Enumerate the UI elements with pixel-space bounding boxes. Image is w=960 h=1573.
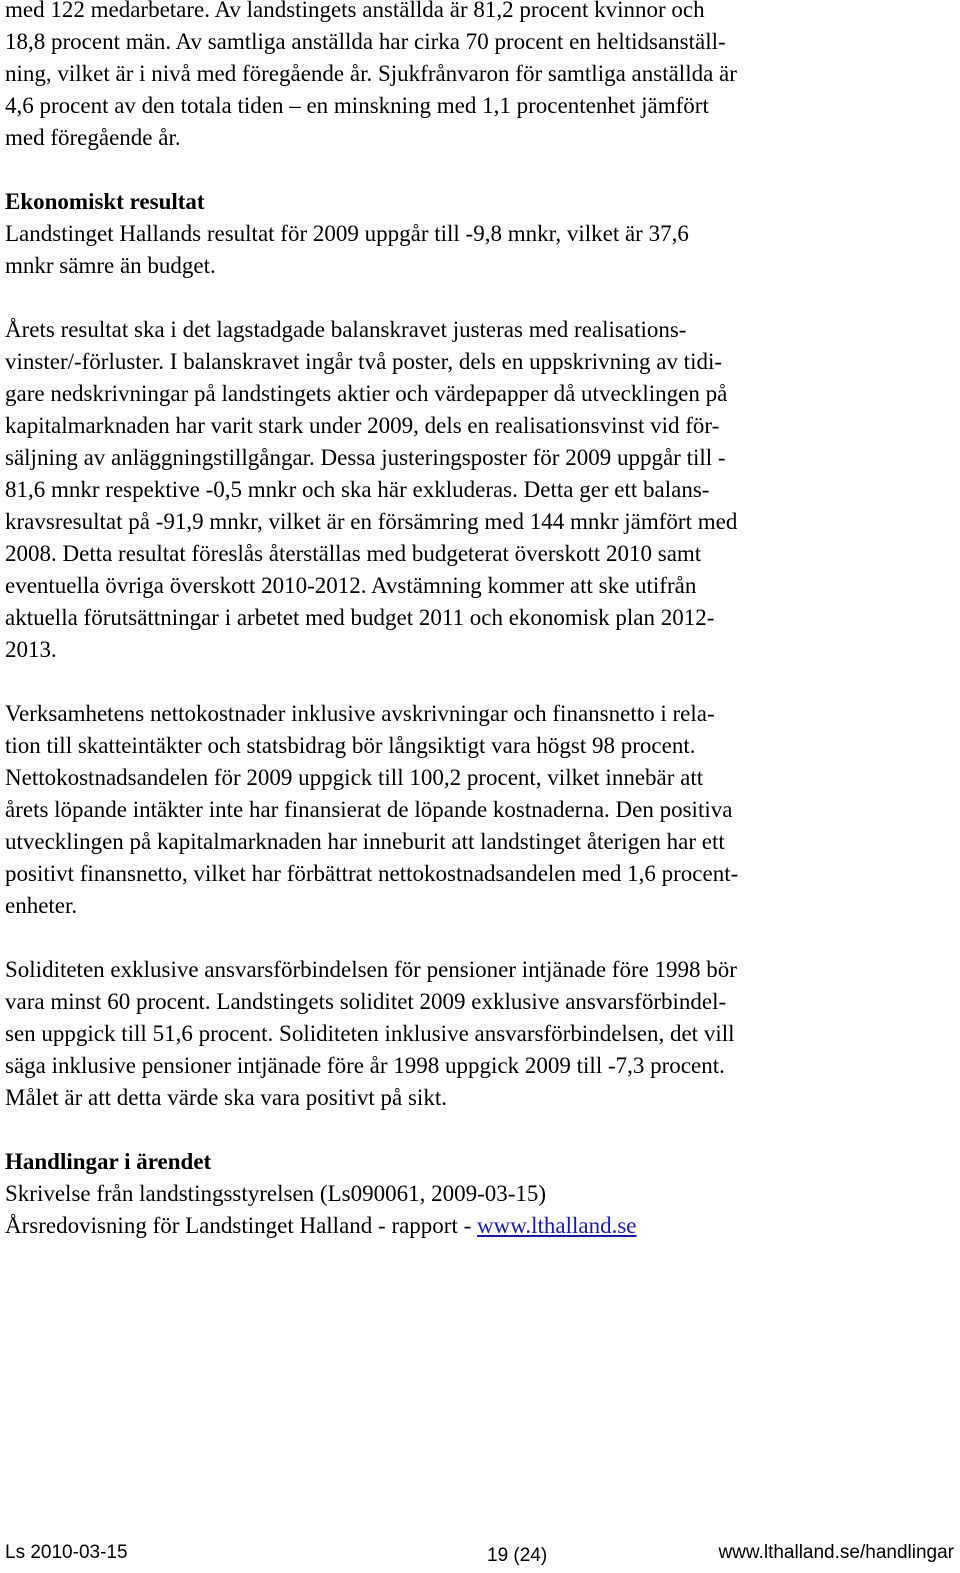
handling-skrivelse: Skrivelse från landstingsstyrelsen (Ls090061, 2009-03-15) [5, 1181, 547, 1206]
paragraph-nettokostnader [5, 698, 955, 922]
text-line: mnkr sämre än budget. [5, 253, 216, 278]
text-line: med 122 medarbetare. Av landstingets anställda är 81,2 procent kvinnor och [5, 0, 705, 22]
text-line: ning, vilket är i nivå med föregående år. Sjukfrånvaron för samtliga anställda är [5, 61, 737, 86]
text-line: Nettokostnadsandelen för 2009 uppgick till 100,2 procent, vilket innebär att [5, 765, 704, 790]
text-line: Målet är att detta värde ska vara positivt på sikt. [5, 1085, 447, 1110]
text-line: Verksamhetens nettokostnader inklusive avskrivningar och finansnetto i rela- [5, 701, 715, 726]
paragraph-gap [5, 282, 955, 314]
text-line: enheter. [5, 893, 78, 918]
footer-date: Ls 2010-03-15 [5, 1542, 128, 1563]
text-line: utvecklingen på kapitalmarknaden har inneburit att landstinget återigen har ett [5, 829, 725, 854]
footer-page-number: 19 (24) [487, 1545, 548, 1566]
text-line: årets löpande intäkter inte har finansierat de löpande kostnaderna. Den positiva [5, 797, 733, 822]
text-line: 81,6 mnkr respektive -0,5 mnkr och ska här exkluderas. Detta ger ett balans- [5, 477, 710, 502]
paragraph-gap [5, 1114, 955, 1146]
heading-ekonomiskt-resultat: Ekonomiskt resultat [5, 189, 205, 214]
text-line: säga inklusive pensioner intjänade före år 1998 uppgick 2009 till -7,3 procent. [5, 1053, 725, 1078]
text-line: tion till skatteintäkter och statsbidrag bör långsiktigt vara högst 98 procent. [5, 733, 696, 758]
paragraph-result [5, 218, 955, 282]
text-line: kapitalmarknaden har varit stark under 2009, dels en realisationsvinst vid för- [5, 413, 720, 438]
text-line: 2013. [5, 637, 57, 662]
text-line: 18,8 procent män. Av samtliga anställda har cirka 70 procent en heltidsanställ- [5, 29, 726, 54]
text-line: Landstinget Hallands resultat för 2009 uppgår till -9,8 mnkr, vilket är 37,6 [5, 221, 689, 246]
lthalland-link[interactable]: www.lthalland.se [477, 1213, 637, 1238]
text-line: vara minst 60 procent. Landstingets soliditet 2009 exklusive ansvarsförbindel- [5, 989, 727, 1014]
paragraph-gap [5, 666, 955, 698]
page-footer [0, 1536, 960, 1573]
paragraph-gap [5, 154, 955, 186]
text-line: positivt finansnetto, vilket har förbättrat nettokostnadsandelen med 1,6 procent- [5, 861, 739, 886]
paragraph-balanskrav [5, 314, 955, 666]
heading-handlingar: Handlingar i ärendet [5, 1149, 212, 1174]
text-line: säljning av anläggningstillgångar. Dessa justeringsposter för 2009 uppgår till - [5, 445, 726, 470]
text-line: kravsresultat på -91,9 mnkr, vilket är en försämring med 144 mnkr jämfört med [5, 509, 738, 534]
text-line: vinster/-förluster. I balanskravet ingår två poster, dels en uppskrivning av tidi- [5, 349, 723, 374]
paragraph-staff [5, 0, 955, 154]
text-line: Årets resultat ska i det lagstadgade balanskravet justeras med realisations- [5, 317, 687, 342]
text-line: aktuella förutsättningar i arbetet med budget 2011 och ekonomisk plan 2012- [5, 605, 715, 630]
paragraph-gap [5, 922, 955, 954]
text-line: sen uppgick till 51,6 procent. Soliditeten inklusive ansvarsförbindelsen, det vill [5, 1021, 735, 1046]
handling-arsredovisning-text: Årsredovisning för Landstinget Halland - rapport - [5, 1213, 478, 1238]
handling-arsredovisning [5, 1210, 955, 1242]
paragraph-soliditet [5, 954, 955, 1114]
text-line: eventuella övriga överskott 2010-2012. Avstämning kommer att ske utifrån [5, 573, 697, 598]
text-line: med föregående år. [5, 125, 181, 150]
text-line: 2008. Detta resultat föreslås återställas med budgeterat överskott 2010 samt [5, 541, 702, 566]
text-line: 4,6 procent av den totala tiden – en minskning med 1,1 procentenhet jämfört [5, 93, 709, 118]
footer-url: www.lthalland.se/handlingar [718, 1542, 954, 1563]
document-body [5, 0, 955, 1242]
text-line: Soliditeten exklusive ansvarsförbindelsen för pensioner intjänade före 1998 bör [5, 957, 737, 982]
text-line: gare nedskrivningar på landstingets aktier och värdepapper då utvecklingen på [5, 381, 728, 406]
